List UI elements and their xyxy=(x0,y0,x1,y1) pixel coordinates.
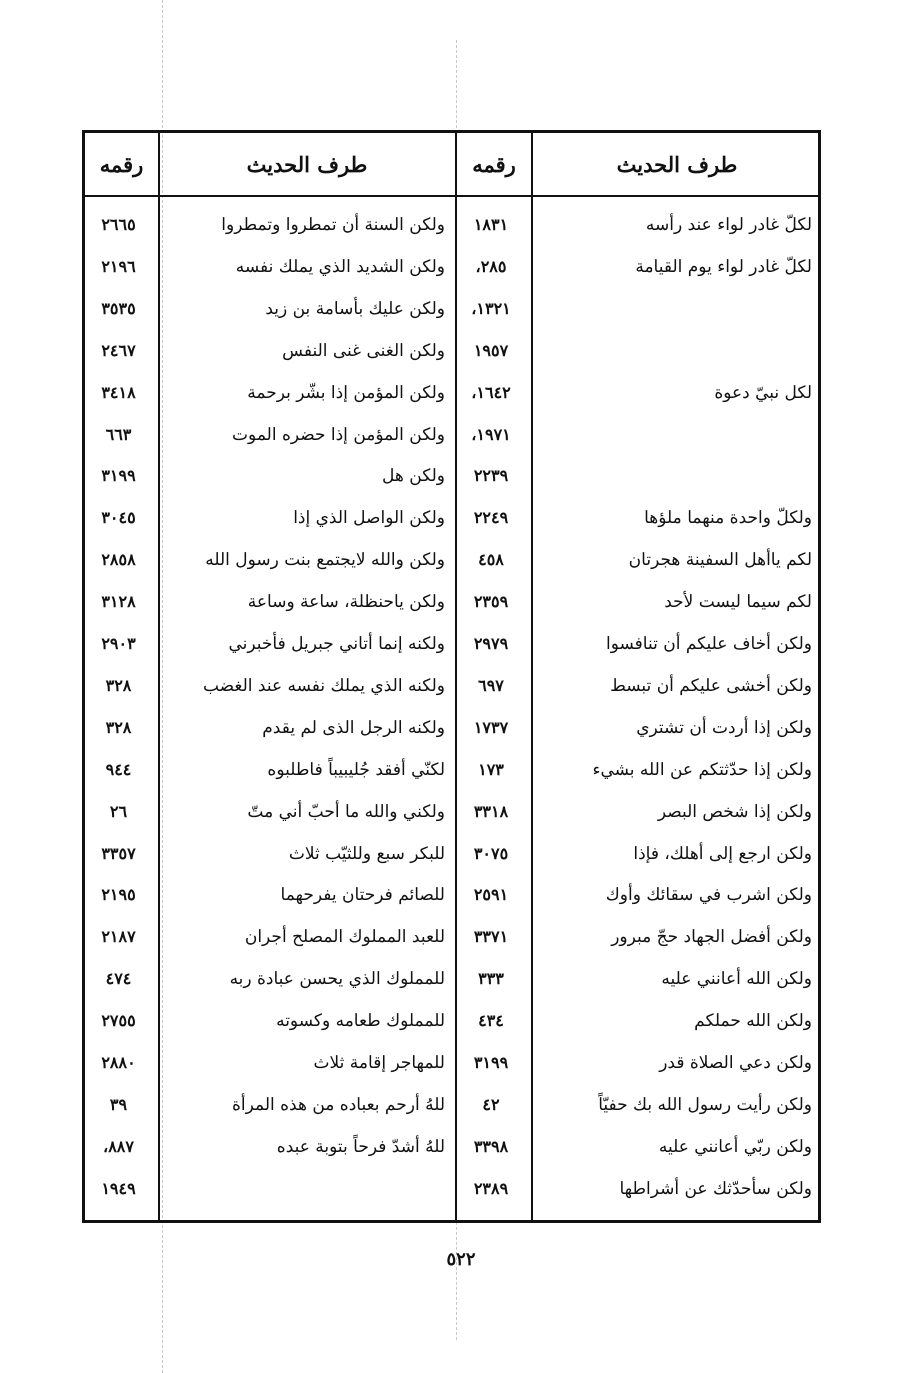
left-hadith-phrase: للهُ أشدّ فرحاً بتوبة عبده xyxy=(276,1136,445,1157)
left-hadith-number: ٢٨٥٨ xyxy=(101,550,136,570)
left-hadith-phrase: ولكن عليك بأسامة بن زيد xyxy=(265,298,445,319)
left-hadith-number: ٣١٩٩ xyxy=(101,466,136,486)
right-hadith-number: ٣٠٧٥ xyxy=(473,843,509,863)
left-hadith-number: ٢٤٦٧ xyxy=(101,340,136,360)
right-hadith-phrase: ولكن اشرب في سقائك وأوك xyxy=(605,885,812,906)
right-hadith-number: ١٦٤٢، xyxy=(471,382,511,402)
table-row xyxy=(82,749,821,791)
table-row xyxy=(82,1168,821,1210)
left-hadith-phrase: ولكن هل xyxy=(382,466,445,487)
right-hadith-phrase: لكلّ غادر لواء يوم القيامة xyxy=(635,256,812,277)
table-row xyxy=(82,833,821,875)
table-row xyxy=(82,1126,821,1168)
right-hadith-phrase: ولكن رأيت رسول الله بك حفيّاً xyxy=(598,1094,812,1115)
right-hadith-phrase: ولكن أخشى عليكم أن تبسط xyxy=(610,675,812,696)
table-row xyxy=(82,372,821,414)
left-hadith-phrase: للعبد المملوك المصلح أجران xyxy=(244,927,445,948)
table-row xyxy=(82,916,821,958)
right-hadith-number: ١٣٢١، xyxy=(471,298,511,318)
right-hadith-phrase: ولكن إذا أردت أن تشتري xyxy=(636,717,812,738)
right-hadith-number: ٢٩٧٩ xyxy=(473,634,509,653)
right-hadith-number: ٢٢٣٩ xyxy=(473,466,509,486)
right-hadith-phrase: ولكن الله أعانني عليه xyxy=(661,969,812,990)
table-row xyxy=(82,414,821,456)
right-hadith-phrase: لكم سيما ليست لأحد xyxy=(664,592,812,613)
left-hadith-phrase: ولكن المؤمن إذا حضره الموت xyxy=(232,424,445,445)
table-row xyxy=(82,330,821,372)
right-hadith-phrase: لكلّ غادر لواء عند رأسه xyxy=(645,215,812,235)
right-hadith-number: ١٧٣ xyxy=(478,759,504,779)
right-hadith-phrase: لكل نبيّ دعوة xyxy=(714,382,812,403)
table-row xyxy=(82,874,821,916)
left-hadith-phrase: للمملوك الذي يحسن عبادة ربه xyxy=(229,969,445,990)
table-row xyxy=(82,1084,821,1126)
left-hadith-number: ٢١٩٦ xyxy=(101,256,136,276)
table-row xyxy=(82,958,821,1000)
left-hadith-number: ٢١٨٧ xyxy=(101,927,136,947)
header-right-phrase: طرف الحديث xyxy=(616,152,738,177)
left-hadith-phrase xyxy=(160,1168,445,1210)
table-row xyxy=(82,497,821,539)
left-hadith-phrase: للبكر سبع وللثيّب ثلاث xyxy=(288,843,445,864)
left-hadith-number: ١٩٤٩ xyxy=(101,1178,136,1198)
left-hadith-phrase: ولكن الغنى غنى النفس xyxy=(282,340,445,361)
left-hadith-number: ٣١٢٨ xyxy=(101,592,136,612)
right-hadith-phrase: ولكن ارجع إلى أهلك، فإذا xyxy=(633,843,812,864)
right-hadith-phrase: ولكن إذا شخص البصر xyxy=(657,801,812,822)
right-hadith-number: ١٩٥٧ xyxy=(473,340,509,360)
right-hadith-number: ٦٩٧ xyxy=(478,675,504,695)
right-hadith-number: ٢٥٩١ xyxy=(473,885,509,905)
left-hadith-phrase: ولكن والله لايجتمع بنت رسول الله xyxy=(205,550,445,571)
left-hadith-phrase: ولكنه الذي يملك نفسه عند الغضب xyxy=(202,675,445,696)
left-hadith-phrase: لكنّي أفقد جُليبيباً فاطلبوه xyxy=(267,759,445,780)
left-hadith-number: ٢٨٨٠ xyxy=(101,1053,136,1072)
right-hadith-number: ٤٢ xyxy=(482,1094,500,1114)
right-hadith-phrase: ولكن ربّي أعانني عليه xyxy=(658,1136,812,1157)
left-hadith-number: ٣٣٥٧ xyxy=(101,843,136,863)
left-hadith-number: ٣٩ xyxy=(109,1094,128,1114)
left-hadith-number: ٣٢٨ xyxy=(105,717,132,737)
table-row xyxy=(82,791,821,833)
table-row xyxy=(82,581,821,623)
right-hadith-phrase xyxy=(534,455,812,497)
left-hadith-number: ٤٧٤ xyxy=(105,969,132,989)
left-hadith-phrase: ولكن ياحنظلة، ساعة وساعة xyxy=(247,592,445,613)
left-hadith-phrase: للمهاجر إقامة ثلاث xyxy=(313,1053,445,1073)
left-hadith-number: ٢٦ xyxy=(109,801,128,821)
right-hadith-phrase: ولكلّ واحدة منهما ملؤها xyxy=(644,508,812,529)
left-hadith-number: ٢٩٠٣ xyxy=(101,634,136,653)
table-row xyxy=(82,246,821,288)
left-hadith-phrase: للمملوك طعامه وكسوته xyxy=(276,1011,445,1032)
table-row xyxy=(82,539,821,581)
right-hadith-phrase: ولكن أفضل الجهاد حجّ مبرور xyxy=(611,927,812,948)
right-hadith-number: ٣٣٣ xyxy=(478,969,504,989)
table-row xyxy=(82,665,821,707)
right-hadith-phrase: ولكن دعي الصلاة قدر xyxy=(659,1053,812,1073)
left-hadith-phrase: ولكني والله ما أحبّ أني متّ xyxy=(247,801,445,822)
left-hadith-phrase: ولكن المؤمن إذا بشّر برحمة xyxy=(247,382,445,403)
table-row xyxy=(82,204,821,246)
left-hadith-number: ٣٥٣٥ xyxy=(101,298,136,318)
table-row xyxy=(82,1042,821,1084)
left-hadith-number: ٢٧٥٥ xyxy=(101,1011,136,1031)
right-hadith-number: ٣٣٧١ xyxy=(473,927,509,947)
right-hadith-phrase: ولكن سأحدّثك عن أشراطها xyxy=(619,1178,812,1199)
left-hadith-number: ٣٠٤٥ xyxy=(101,508,136,528)
right-hadith-number: ٢٢٤٩ xyxy=(473,508,509,528)
table-row xyxy=(82,455,821,497)
left-hadith-number: ٣٤١٨ xyxy=(101,382,136,402)
left-hadith-phrase: ولكن السنة أن تمطروا وتمطروا xyxy=(221,215,445,235)
right-hadith-number: ١٧٣٧ xyxy=(473,717,509,737)
right-hadith-number: ٢٣٨٩ xyxy=(473,1178,509,1198)
right-hadith-number: ٢٣٥٩ xyxy=(473,592,509,612)
left-hadith-phrase: ولكن الواصل الذي إذا xyxy=(293,508,445,529)
right-hadith-number: ٤٥٨ xyxy=(478,550,504,570)
left-hadith-phrase: للهُ أرحم بعباده من هذه المرأة xyxy=(232,1094,445,1115)
left-hadith-number: ٢١٩٥ xyxy=(101,885,136,905)
left-hadith-number: ٢٦٦٥ xyxy=(101,215,136,234)
header-right-number: رقمه xyxy=(472,152,516,177)
header-left-phrase: طرف الحديث xyxy=(246,152,368,177)
right-hadith-phrase xyxy=(534,288,812,330)
page-number: ٥٢٢ xyxy=(446,1249,476,1270)
right-hadith-number: ٣٣٩٨ xyxy=(473,1136,509,1156)
left-hadith-number: ٣٢٨ xyxy=(105,675,132,695)
right-hadith-number: ٣٣١٨ xyxy=(473,801,509,821)
table-row xyxy=(82,623,821,665)
left-hadith-phrase: ولكنه إنما أتاني جبريل فأخبرني xyxy=(228,634,445,654)
table-row xyxy=(82,288,821,330)
left-hadith-phrase: ولكنه الرجل الذى لم يقدم xyxy=(262,717,445,738)
header-rule xyxy=(85,195,818,197)
right-hadith-phrase: لكم ياأهل السفينة هجرتان xyxy=(628,550,812,571)
right-hadith-number: ٤٣٤ xyxy=(478,1011,504,1031)
left-hadith-phrase: للصائم فرحتان يفرحهما xyxy=(280,885,445,906)
right-hadith-number: ١٩٧١، xyxy=(471,424,511,444)
right-hadith-number: ٢٨٥، xyxy=(475,256,507,276)
right-hadith-phrase: ولكن أخاف عليكم أن تنافسوا xyxy=(605,634,812,654)
header-left-number: رقمه xyxy=(99,152,144,177)
right-hadith-phrase xyxy=(534,414,812,456)
left-hadith-number: ٦٦٣ xyxy=(105,424,132,444)
right-hadith-phrase: ولكن الله حملكم xyxy=(694,1011,812,1032)
right-hadith-phrase: ولكن إذا حدّثتكم عن الله بشيء xyxy=(592,759,812,780)
left-hadith-phrase: ولكن الشديد الذي يملك نفسه xyxy=(235,256,445,277)
right-hadith-number: ٣١٩٩ xyxy=(473,1053,509,1072)
right-hadith-number: ١٨٣١ xyxy=(473,215,509,234)
table-row xyxy=(82,707,821,749)
right-hadith-phrase xyxy=(534,330,812,372)
left-hadith-number: ٩٤٤ xyxy=(105,759,132,779)
table-row xyxy=(82,1000,821,1042)
left-hadith-number: ٨٨٧، xyxy=(103,1136,134,1156)
